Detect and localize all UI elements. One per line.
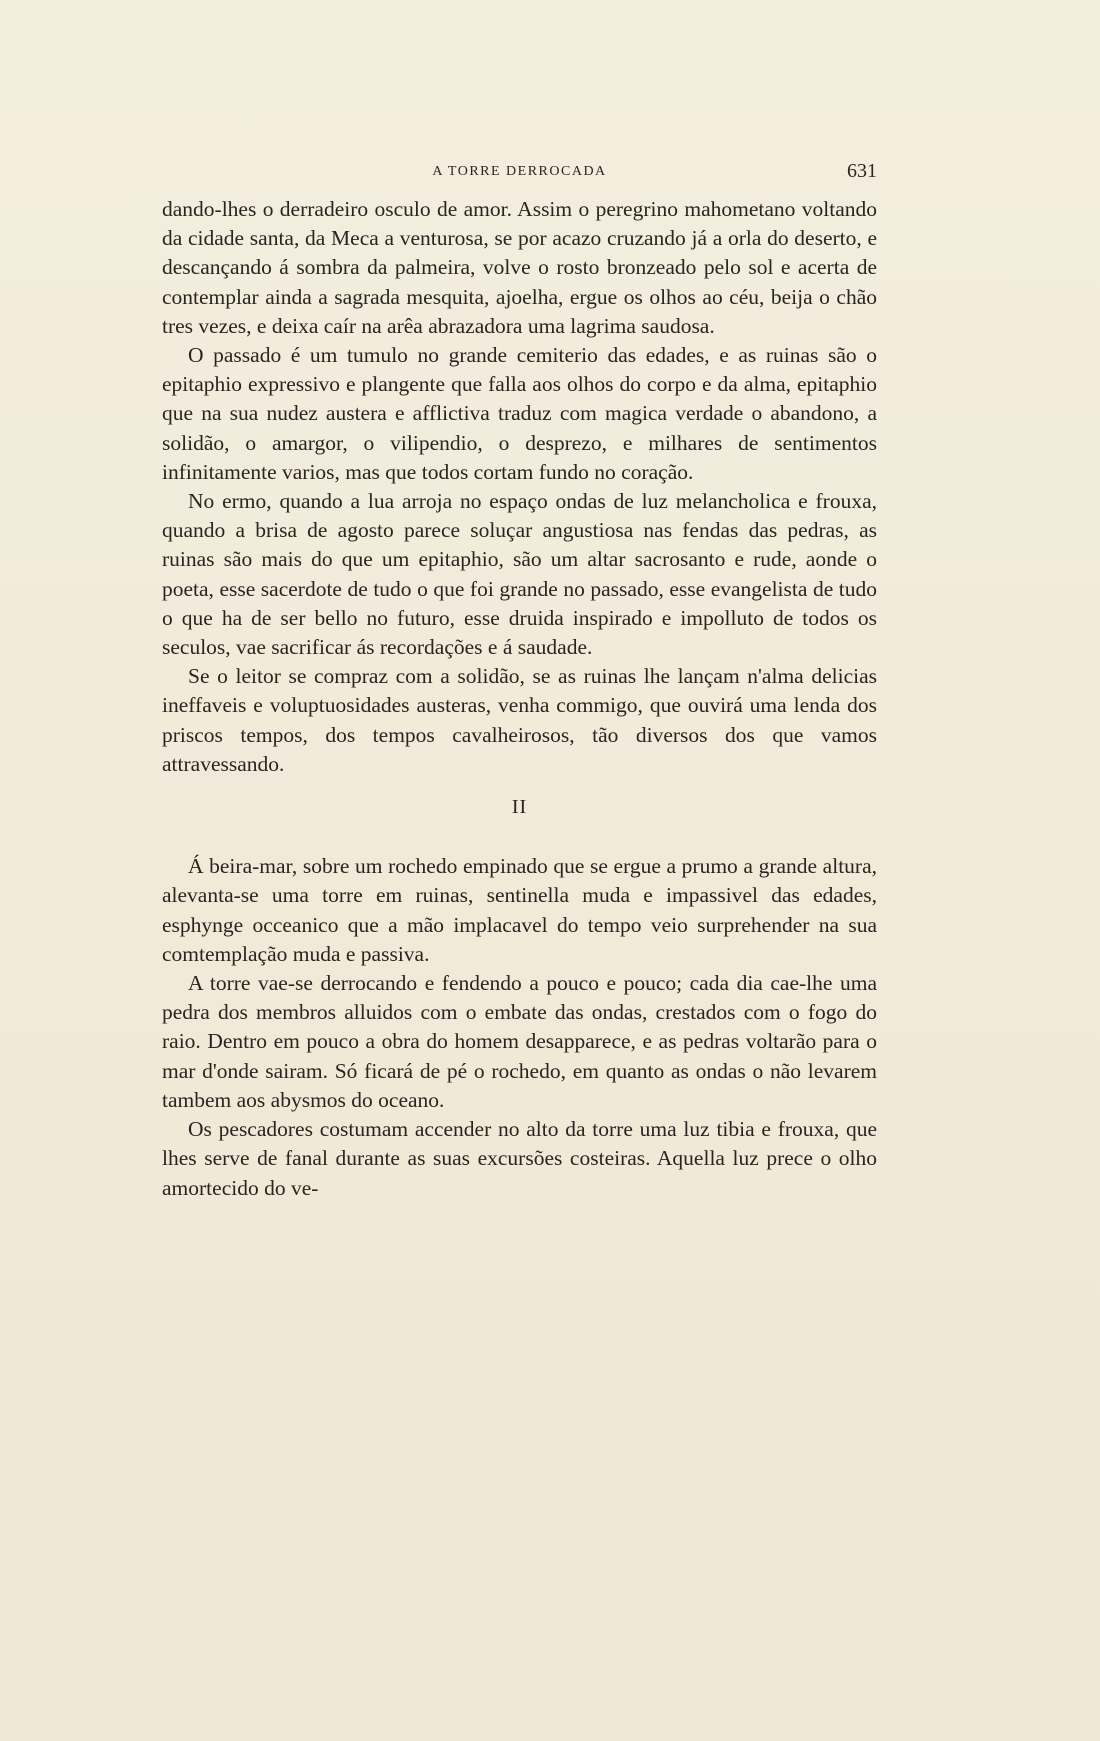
- page-number: 631: [847, 160, 877, 182]
- paragraph: No ermo, quando a lua arroja no espaço ondas de luz melancholica e frouxa, quando a brisa de agosto parece soluçar angustiosa nas fendas das pedras, as ruinas são mais do que um epitaphio, são um altar sacrosanto e rude, aonde o poeta, esse sacerdote de tudo o que foi grande no passado, esse evangelista de tudo o que ha de ser bello no futuro, esse druida inspirado e impolluto de todos os seculos, vae sacrificar ás recordações e á saudade.: [162, 489, 877, 660]
- paragraph: A torre vae-se derrocando e fendendo a pouco e pouco; cada dia cae-lhe uma pedra dos membros alluidos com o embate das ondas, crestados com o fogo do raio. Dentro em pouco a obra do homem desapparece, e as pedras voltarão para o mar d'onde sairam. Só ficará de pé o rochedo, em quanto as ondas o não levarem tambem aos abysmos do oceano.: [162, 971, 877, 1112]
- body-text: [162, 195, 877, 1203]
- section-heading: II: [511, 796, 528, 819]
- paragraph: Os pescadores costumam accender no alto da torre uma luz tibia e frouxa, que lhes serve de fanal durante as suas excursões costeiras. Aquella luz prece o olho amortecido do ve-: [162, 1117, 877, 1200]
- paragraph: Se o leitor se compraz com a solidão, se as ruinas lhe lançam n'alma delicias ineffaveis e voluptuosidades austeras, venha commigo, que ouvirá uma lenda dos priscos tempos, dos tempos cavalheirosos, tão diversos dos que vamos attravessando.: [162, 664, 877, 776]
- paragraph: O passado é um tumulo no grande cemiterio das edades, e as ruinas são o epitaphio expressivo e plangente que falla aos olhos do corpo e da alma, epitaphio que na sua nudez austera e afflictiva traduz com magica verdade o abandono, a solidão, o amargor, o vilipendio, o desprezo, e milhares de sentimentos infinitamente varios, mas que todos cortam fundo no coração.: [162, 343, 877, 484]
- page-header: [162, 160, 877, 184]
- paragraph: Á beira-mar, sobre um rochedo empinado que se ergue a prumo a grande altura, alevanta-se uma torre em ruinas, sentinella muda e impassivel das edades, esphynge occeanico que a mão implacavel do tempo veio surprehender na sua comtemplação muda e passiva.: [162, 854, 877, 966]
- running-title: A TORRE DERROCADA: [432, 164, 607, 179]
- paragraph: dando-lhes o derradeiro osculo de amor. Assim o peregrino mahometano voltando da cidade santa, da Meca a venturosa, se por acazo cruzando já a orla do deserto, e descançando á sombra da palmeira, volve o rosto bronzeado pelo sol e acerta de contemplar ainda a sagrada mesquita, ajoelha, ergue os olhos ao céu, beija o chão tres vezes, e deixa caír na arêa abrazadora uma lagrima saudosa.: [162, 197, 877, 338]
